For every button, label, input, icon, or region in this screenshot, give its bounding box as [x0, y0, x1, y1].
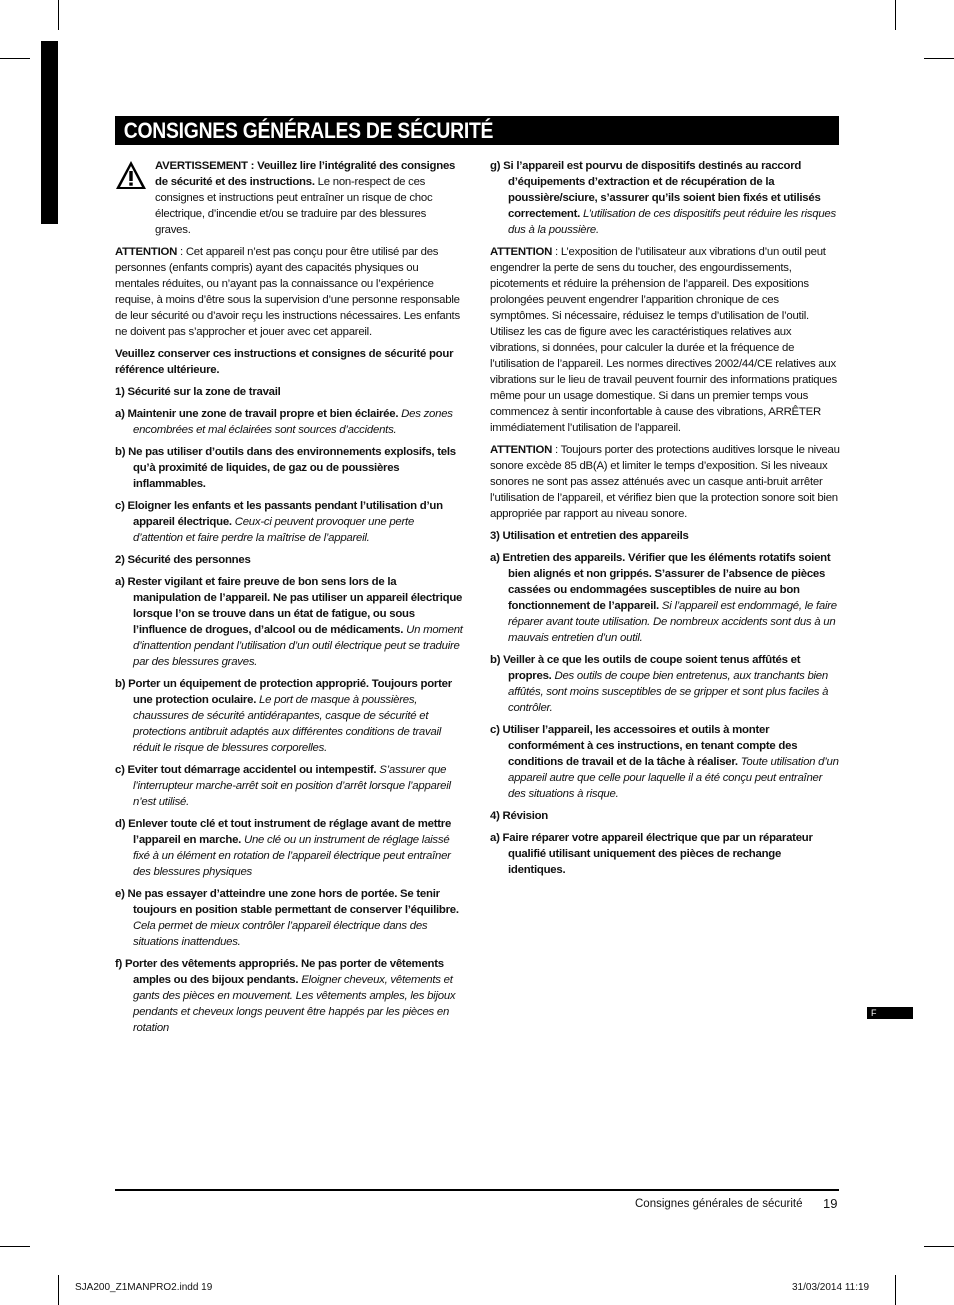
page-title: CONSIGNES GÉNÉRALES DE SÉCURITÉ [123, 118, 494, 143]
crop-mark [924, 1246, 954, 1247]
list-item [490, 722, 840, 802]
section-heading: 2) Sécurité des personnes [115, 554, 251, 566]
item-italic: Si l’appareil est endommagé, le faire réparer avant toute utilisation. De nombreux accidents sont dus à un mauvais entretien d’un outil. [508, 600, 837, 644]
item-bold: c) Utiliser l’appareil, les accessoires et outils à monter conformément à ces instructions, en tenant compte des conditions de travail et de la tâche à réaliser. [490, 724, 798, 768]
attention-paragraph [490, 442, 840, 522]
attention-label: ATTENTION [490, 444, 553, 456]
list-item [115, 956, 463, 1036]
warning-heading: AVERTISSEMENT : Veuillez lire l’intégralité des consignes de sécurité et des instructions. [155, 160, 456, 188]
language-tab: F [867, 1007, 913, 1019]
item-italic: Toute utilisation d’un appareil autre que celle pour laquelle il a été conçu peut entraîner des situations à risque. [508, 756, 839, 800]
footer-rule [115, 1189, 839, 1191]
warning-text: Le non-respect de ces consignes et instructions peut entraîner un risque de choc électrique, d’incendie et/ou se traduire par des blessures graves. [155, 176, 433, 236]
crop-mark [895, 0, 896, 30]
crop-mark [924, 58, 954, 59]
attention-label: ATTENTION [115, 246, 178, 258]
item-italic: Une clé ou un instrument de réglage laissé fixé à un élément en rotation de l’appareil électrique peut entraîner des blessures physiques [133, 834, 451, 878]
crop-mark [58, 1275, 59, 1305]
warning-block [115, 158, 463, 238]
list-item [490, 550, 840, 646]
list-item [115, 444, 463, 492]
page-number: 19 [823, 1196, 838, 1211]
list-item [115, 886, 463, 950]
item-bold: b) Porter un équipement de protection approprié. Toujours porter une protection oculaire. [115, 678, 452, 706]
attention-text: : Cet appareil n’est pas conçu pour être utilisé par des personnes (enfants compris) ayant des capacités physiques ou mentales réduites, ou n’ayant pas la connaissance ou l’expérience requise, à moins d’être sous la supervision d’une personne responsable de leur sécurité ou d’avoir reçu les instructions nécessaires. Les enfants ne doivent pas s’approcher et jouer avec cet appareil. [115, 246, 460, 338]
keep-instructions: Veuillez conserver ces instructions et consignes de sécurité pour référence ultérieure. [115, 348, 454, 376]
item-italic: Eloigner cheveux, vêtements et gants des pièces en mouvement. Les vêtements amples, les bijoux pendants et cheveux longs peuvent être happés par les pièces en rotation [133, 974, 456, 1034]
item-italic: L’utilisation de ces dispositifs peut réduire les risques dus à la poussière. [508, 208, 836, 236]
item-bold: a) Entretien des appareils. Vérifier que les éléments rotatifs soient bien alignés et non grippés. S’assurer de l’absence de pièces cassées ou endommagées susceptibles de nuire au bon fonctionnement de l’appareil. [490, 552, 831, 612]
item-bold: a) Faire réparer votre appareil électrique que par un réparateur qualifié utilisant uniquement des pièces de rechange identiques. [490, 832, 813, 876]
list-item [115, 406, 463, 438]
item-bold: b) Veiller à ce que les outils de coupe soient tenus affûtés et propres. [490, 654, 801, 682]
attention-text: : L’exposition de l’utilisateur aux vibrations d’un outil peut engendrer la perte de sens du toucher, des engourdissements, picotements et réduire la préhension de l’appareil. Des expositions prolongées peuvent engendrer l’apparition chronique de ces symptômes. Si nécessaire, réduisez le temps d’utilisation de l’outil. Utilisez les cas de figure avec les caractéristiques relatives aux vibrations, si données, pour calculer la durée et la fréquence de l’utilisation de l’appareil. Les normes directives 2002/44/CE relatives aux vibrations sur le lieu de travail peuvent fournir des informations pratiques même pour un usage domestique. Si dans un premier temps vous commencez à sentir inconfortable à cause des vibrations, ARRÊTER immédiatement l’utilisation de l’appareil. [490, 246, 837, 434]
attention-label: ATTENTION [490, 246, 553, 258]
crop-mark [895, 1275, 896, 1305]
section-heading: 4) Révision [490, 810, 549, 822]
item-bold: c) Eviter tout démarrage accidentel ou intempestif. [115, 764, 377, 776]
list-item [490, 830, 840, 878]
item-bold: d) Enlever toute clé et tout instrument de réglage avant de mettre l’appareil en marche. [115, 818, 452, 846]
item-italic: Des outils de coupe bien entretenus, aux tranchants bien affûtés, sont moins susceptibles de se gripper et sont plus faciles à contrôler. [508, 670, 829, 714]
item-bold: e) Ne pas essayer d’atteindre une zone hors de portée. Se tenir toujours en position stable permettant de conserver l’équilibre. [115, 888, 459, 916]
section-heading: 1) Sécurité sur la zone de travail [115, 386, 281, 398]
section-heading: 3) Utilisation et entretien des appareils [490, 530, 689, 542]
title-banner [115, 116, 839, 145]
right-column [490, 158, 840, 884]
item-italic: Le port de masque à poussières, chaussures de sécurité antidérapantes, casque de sécurité et protections antibruit adaptés aux différentes conditions de travail réduit le risque de blessures corporelles. [133, 694, 442, 754]
list-item [115, 816, 463, 880]
slug-date: 31/03/2014 11:19 [792, 1282, 870, 1293]
crop-mark [0, 58, 30, 59]
item-bold: g) Si l’appareil est pourvu de dispositifs destinés au raccord d’équipements d’extraction et de récupération de la poussière/sciure, s’assurer qu’ils soient bien fixés et utilisés correctement. [490, 160, 821, 220]
attention-text: : Toujours porter des protections auditives lorsque le niveau sonore excède 85 dB(A) et limiter le temps d’exposition. Si les niveaux sonores ne sont pas assez atténués avec un casque anti-bruit arrêter l’utilisation de l’appareil, et vérifiez bien que la protection sonore soit bien appropriée par rapport au niveau sonore. [490, 444, 840, 520]
item-bold: a) Rester vigilant et faire preuve de bon sens lors de la manipulation de l’appareil. Ne pas utiliser un appareil électrique lorsque l’on se trouve dans un état de fatigue, ou sous l’influence de drogues, d’alcool ou de médicaments. [115, 576, 463, 636]
left-column [115, 158, 463, 1042]
crop-mark [0, 1246, 30, 1247]
slug-file: SJA200_Z1MANPRO2.indd 19 [75, 1282, 213, 1293]
item-bold: b) Ne pas utiliser d’outils dans des environnements explosifs, tels qu’à proximité de liquides, de gaz ou de poussières inflammables. [115, 446, 456, 490]
list-item [490, 158, 840, 238]
attention-paragraph [490, 244, 840, 436]
item-bold: c) Eloigner les enfants et les passants pendant l’utilisation d’un appareil électrique. [115, 500, 443, 528]
warning-triangle-icon [115, 160, 147, 190]
attention-paragraph [115, 244, 463, 340]
item-italic: Ceux-ci peuvent provoquer une perte d’attention et faire perdre la maîtrise de l’appareil. [133, 516, 415, 544]
item-italic: Un moment d’inattention pendant l’utilisation d’un outil électrique peut se traduire par des blessures graves. [133, 624, 463, 668]
crop-mark [58, 0, 59, 30]
list-item [115, 574, 463, 670]
item-italic: S’assurer que l’interrupteur marche-arrêt soit en position d’arrêt lorsque l’appareil n’est utilisé. [133, 764, 451, 808]
list-item [115, 676, 463, 756]
list-item [115, 498, 463, 546]
item-italic: Cela permet de mieux contrôler l’appareil électrique dans des situations inattendues. [133, 920, 428, 948]
item-bold: f) Porter des vêtements appropriés. Ne pas porter de vêtements amples ou des bijoux pendants. [115, 958, 444, 986]
footer-section: Consignes générales de sécurité [635, 1198, 803, 1210]
side-tab-bar [41, 41, 58, 224]
list-item [490, 652, 840, 716]
list-item [115, 762, 463, 810]
item-bold: a) Maintenir une zone de travail propre et bien éclairée. [115, 408, 399, 420]
item-italic: Des zones encombrées et mal éclairées sont sources d’accidents. [133, 408, 453, 436]
